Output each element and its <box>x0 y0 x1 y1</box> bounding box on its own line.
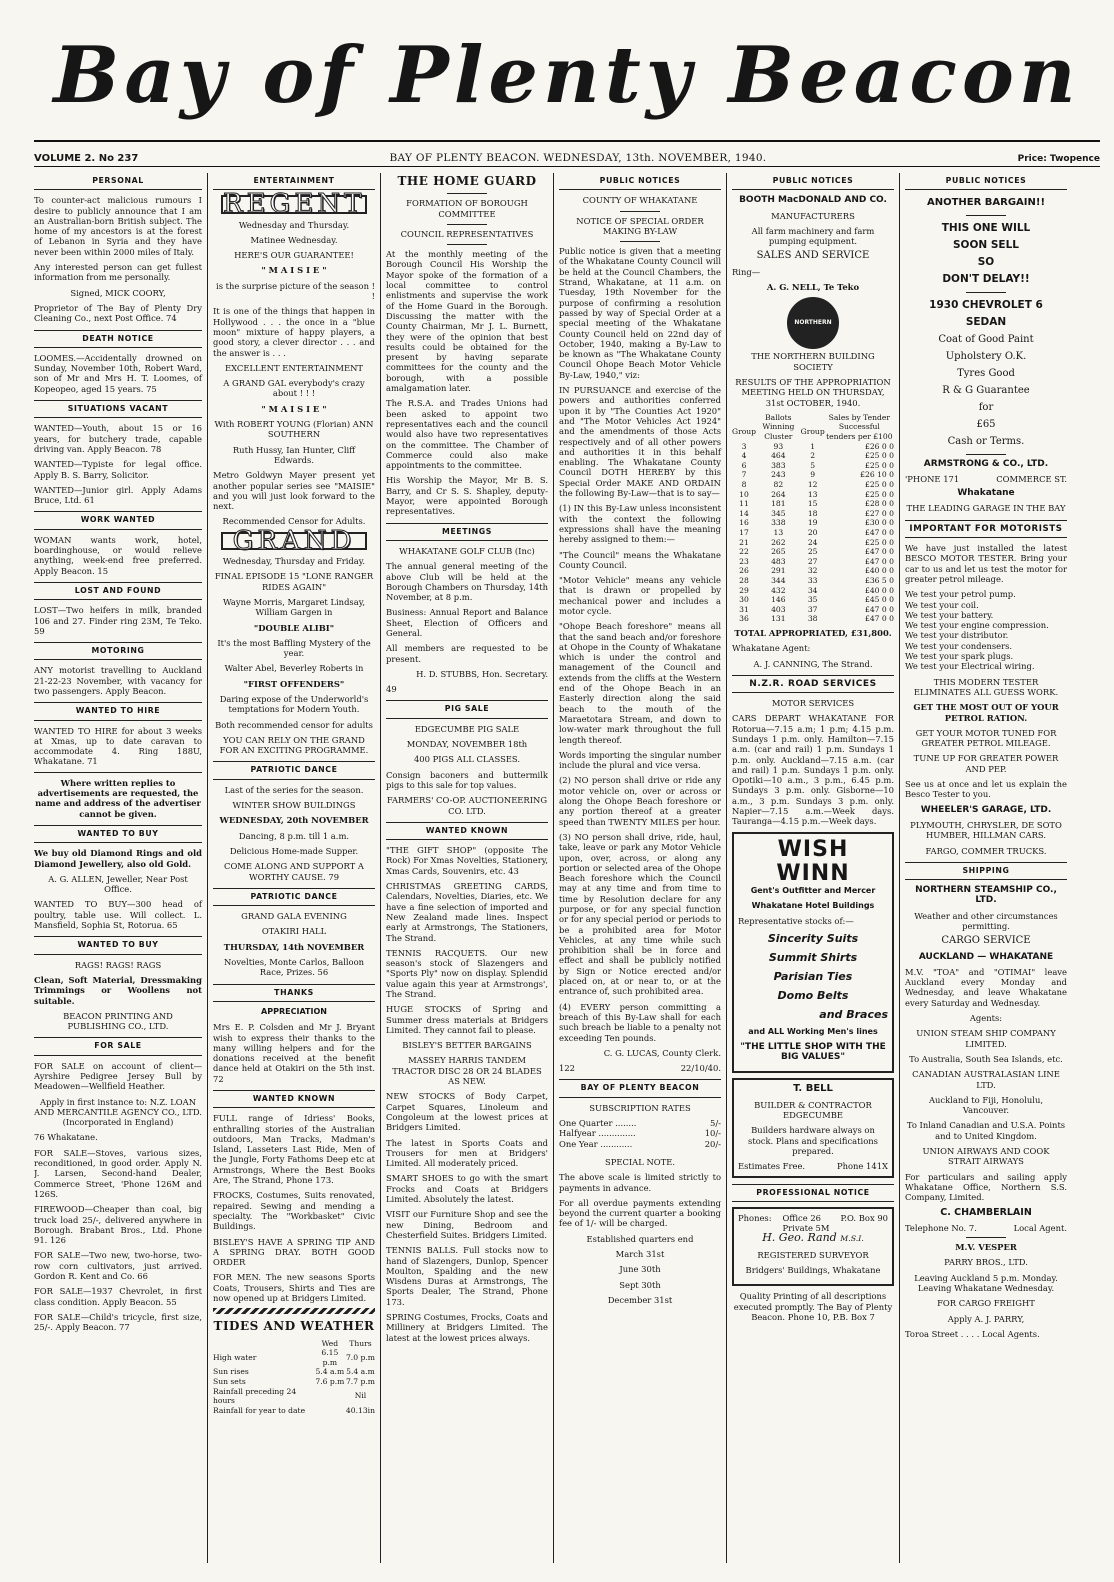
line: Representative stocks of:— <box>738 916 854 927</box>
list-item: We test your Electrical wiring. <box>905 661 1035 672</box>
list-item: We test your distributor. <box>905 630 1009 641</box>
line: March 31st <box>615 1249 665 1260</box>
test-list <box>905 589 1067 671</box>
paragraph: WANTED—Typiste for legal office. Apply B. S. Barry, Solicitor. <box>34 459 202 480</box>
line: WINTER SHOW BUILDINGS <box>232 800 356 811</box>
line: Gent's Outfitter and Mercer <box>750 885 876 895</box>
divider <box>620 241 660 242</box>
paragraph: FULL range of Idriess' Books, enthralling stories of the Australian outdoors, Man Tracks, Madman's Island, Lasseters Last Ride, Men of the Jungle, Forty Fathoms Deep etc at Armstrongs, Where the Best Books Are, The Strand, Phone 173. <box>213 1113 375 1186</box>
line: Bridgers' Buildings, Whakatane <box>745 1265 881 1276</box>
film-title: "DOUBLE ALIBI" <box>253 622 335 633</box>
line: Sept 30th <box>619 1279 661 1290</box>
table-row: 26 291 32 £40 0 0 <box>739 566 894 576</box>
paragraph: WANTED TO HIRE for about 3 weeks at Xmas, up to date caravan to accommodate 4. Ring 188U, Whakatane. 71 <box>34 725 202 767</box>
line: Wayne Morris, Margaret Lindsay, William Gargen in <box>222 596 366 618</box>
line: Sincerity Suits <box>767 931 859 945</box>
paragraph: CHRISTMAS GREETING CARDS, Calendars, Novelties, Diaries, etc. We have a fine selection of imported and New Zealand made lines. Inspect early at Armstrongs, The Stationers, The Strand. <box>386 881 548 943</box>
line: SEDAN <box>965 315 1007 328</box>
line: HERE'S OUR GUARANTEE! <box>234 250 354 261</box>
section-heading: MOTORING <box>34 642 202 660</box>
line: FOR CARGO FREIGHT <box>937 1298 1035 1309</box>
paragraph: FOR SALE—1937 Chevrolet, in first class condition. Apply Beacon. 55 <box>34 1286 202 1307</box>
divider <box>966 454 1006 455</box>
paragraph: SPRING Costumes, Frocks, Coats and Millinery at Bridgers Limited. The latest at the lowest prices always. <box>386 1312 548 1343</box>
table-row: 11 181 15 £28 0 0 <box>739 499 894 509</box>
appropriation-table: Ballots Sales by Tender Group Winning Cluster Group Successful tenders per £100 3 93 1 £26 0 0 4 464 2 £25 0 0 6 383 5 £25 0 0 7 243 9 £26 10 0 8 82 12 £25 0 0 10 264 13 £25 0 0 11 181 15 £28 0 0 14 345 18 £27 0 0 16 338 19 £30 0 0 17 13 20 £47 0 0 21 262 24 £25 0 0 22 265 25 £47 0 0 23 483 27 £47 0 0 26 291 32 £40 0 0 28 344 33 £36 5 0 29 432 34 £40 0 0 30 146 35 £45 0 0 31 403 37 £47 0 0 36 131 38 £47 0 0 <box>732 412 894 624</box>
line: YOU CAN RELY ON THE GRAND FOR AN EXCITING PROGRAMME. <box>219 734 369 756</box>
line: SALES AND SERVICE <box>756 250 870 262</box>
line: Delicious Home-made Supper. <box>229 845 359 856</box>
tides-table <box>213 1339 375 1416</box>
ad-number: 122 <box>559 1063 575 1074</box>
paragraph: The R.S.A. and Trades Unions had been asked to appoint two representatives each and the council would also have two representatives on the committee. The Chamber of Commerce could also make appointments to the committee. <box>386 398 548 471</box>
paragraph: FIREWOOD—Cheaper than coal, big truck load 25/-, delivered anywhere in Borough. Brabant Bros., Ltd. Phone 91. 126 <box>34 1204 202 1246</box>
line: Weather and other circumstances permitting. <box>914 910 1058 931</box>
volume-number: VOLUME 2. No 237 <box>34 153 139 164</box>
columns <box>34 173 1100 1563</box>
line: Walter Abel, Beverley Roberts in <box>224 663 364 674</box>
line: Phones: Office 26 Private 5M P.O. Box 90 <box>738 1212 888 1234</box>
paragraph: WOMAN wants work, hotel, boardinghouse, or would relieve anything, week-end free preferred. Apply Beacon. 15 <box>34 534 202 576</box>
article-headline: THE HOME GUARD <box>397 174 537 188</box>
line: and Braces <box>819 1007 888 1021</box>
section-heading: THANKS <box>213 984 375 1002</box>
line: Ring— <box>732 266 761 277</box>
paragraph: Mrs E. P. Colsden and Mr J. Bryant wish to express their thanks to the many willing helpers and for the donations received at the benefit dance held at Otakiri on the 5th inst. 72 <box>213 1022 375 1084</box>
paragraph: WANTED—Junior girl. Apply Adams Bruce, Ltd. 61 <box>34 484 202 506</box>
line: 'PHONE 171 COMMERCE ST. <box>905 473 1067 484</box>
section-heading: PROFESSIONAL NOTICE <box>732 1184 894 1202</box>
line: Established quarters end <box>586 1233 694 1244</box>
line: THE LEADING GARAGE IN THE BAY <box>906 503 1066 514</box>
rate-row: Halfyear .............. 10/- <box>559 1128 721 1139</box>
subheading: FORMATION OF BOROUGH COMMITTEE <box>406 198 528 219</box>
line: Builders hardware always on stock. Plans and specifications prepared. <box>748 1125 878 1156</box>
signature: C. G. LUCAS, County Clerk. <box>603 1047 721 1058</box>
paragraph: M.V. "TOA" and "OTIMAI" leave Auckland every Monday and Wednesday, and leave Whakatane every Saturday and Wednesday. <box>905 966 1067 1008</box>
section-heading: WANTED TO BUY <box>34 825 202 843</box>
surveyor-ad <box>732 1207 894 1286</box>
column-entertainment <box>207 173 380 1563</box>
rate-row: One Quarter ........ 5/- <box>559 1118 721 1129</box>
paragraph: Where written replies to advertisements are requested, the name and address of the advertiser cannot be given. <box>35 777 201 819</box>
section-heading: N.Z.R. ROAD SERVICES <box>732 675 894 693</box>
paragraph: FOR SALE—Two new, two-horse, two-row corn cultivators, just arrived. Gordon R. Kent and Co. 66 <box>34 1250 202 1282</box>
list-item: We test your coil. <box>905 599 979 610</box>
section-heading: WANTED KNOWN <box>386 822 548 840</box>
paragraph: Clean, Soft Material, Dressmaking Trimmings or Woollens not suitable. <box>34 974 202 1006</box>
table-row: 29 432 34 £40 0 0 <box>739 585 894 595</box>
paragraph: "THE GIFT SHOP" (opposite The Rock) For Xmas Novelties, Stationery, Xmas Cards, Souvenirs, etc. 43 <box>386 845 548 876</box>
table-row: 22 265 25 £47 0 0 <box>739 547 894 557</box>
masthead <box>34 8 1100 138</box>
paragraph: LOST—Two heifers in milk, branded 106 and 27. Finder ring 23M, Te Teko. 59 <box>34 605 202 636</box>
line: Agents: <box>969 1013 1003 1024</box>
line: PARRY BROS., LTD. <box>944 1257 1028 1268</box>
signature: Signed, MICK COORY, <box>70 287 166 298</box>
paragraph: ANY motorist travelling to Auckland 21-22-23 November, with vacancy for two passengers. Apply Beacon. <box>34 665 202 696</box>
advertiser-name: WISH WINN <box>776 836 850 886</box>
line: Parisian Ties <box>773 969 853 983</box>
line: WEDNESDAY, 20th NOVEMBER <box>219 815 369 826</box>
section-heading: FOR SALE <box>34 1037 202 1055</box>
table-row: 4 464 2 £25 0 0 <box>741 451 894 461</box>
paragraph: FOR SALE—Child's tricycle, first size, 25/-. Apply Beacon. 77 <box>34 1311 202 1333</box>
line: FINAL EPISODE 15 "LONE RANGER RIDES AGAIN" <box>214 571 374 592</box>
advertiser-name: WHEELER'S GARAGE, LTD. <box>920 804 1052 815</box>
section-heading: MEETINGS <box>386 523 548 541</box>
section-heading: PIG SALE <box>386 700 548 718</box>
paragraph: NEW STOCKS of Body Carpet, Carpet Squares, Linoleum and Congoleum at the lowest prices at Bridgers Limited. <box>386 1091 548 1133</box>
line: Novelties, Monte Carlos, Balloon Race, Prizes. 56 <box>223 957 365 978</box>
line: UNION AIRWAYS AND COOK STRAIT AIRWAYS <box>922 1146 1050 1167</box>
subheading: MOTOR SERVICES <box>771 698 855 709</box>
paragraph: LOOMES.—Accidentally drowned on Sunday, November 10th, Robert Ward, son of Mr and Mrs H. T. Loomes, of Kopeopeo, aged 15 years. 75 <box>34 352 202 394</box>
paragraph: SMART SHOES to go with the smart Frocks and Coats at Bridgers Limited. Absolutely the latest. <box>386 1173 548 1205</box>
paragraph: Apply in first instance to: N.Z. LOAN AND MERCANTILE AGENCY CO., LTD. (Incorporated in England) <box>34 1096 202 1128</box>
subheading: RAGS! RAGS! RAGS <box>74 959 162 970</box>
table-row: 23 483 27 £47 0 0 <box>739 556 894 566</box>
line: MASSEY HARRIS TANDEM TRACTOR DISC 28 OR 24 BLADES AS NEW. <box>392 1055 542 1087</box>
section-heading: WANTED KNOWN <box>213 1090 375 1108</box>
list-item: We test your engine compression. <box>905 620 1049 631</box>
line: To Australia, South Sea Islands, etc. <box>909 1053 1063 1064</box>
table-row: 3 93 1 £26 0 0 <box>741 441 894 451</box>
section-heading: SHIPPING <box>905 862 1067 880</box>
paragraph: See us at once and let us explain the Besco Tester to you. <box>905 779 1067 800</box>
theatre-title: REGENT <box>223 189 366 220</box>
subheading: WHAKATANE GOLF CLUB (Inc) <box>399 545 535 556</box>
line: FARMERS' CO-OP. AUCTIONEERING CO. LTD. <box>386 795 548 816</box>
line: GET YOUR MOTOR TUNED FOR GREATER PETROL MILEAGE. <box>915 727 1057 749</box>
line: Toroa Street . . . . Local Agents. <box>905 1328 1040 1339</box>
line: SOON SELL <box>953 238 1019 251</box>
paragraph: FOR SALE on account of client—Ayrshire Pedigree Jersey Bull by Meadowen—Wellfield Heather. <box>34 1060 202 1092</box>
column-motoring-shipping <box>899 173 1072 1563</box>
line: Summit Shirts <box>768 950 858 964</box>
divider <box>620 211 660 212</box>
notice-date: 22/10/40. <box>680 1063 721 1074</box>
line: It's the most Baffling Mystery of the year. <box>217 637 371 659</box>
paragraph: We buy old Diamond Rings and old Diamond Jewellery, also old Gold. <box>34 848 202 869</box>
line: EXCELLENT ENTERTAINMENT <box>225 362 363 373</box>
line: for <box>978 401 994 413</box>
line: Apply A. J. PARRY, <box>947 1313 1025 1324</box>
subheading: COUNCIL REPRESENTATIVES <box>400 228 534 239</box>
advertiser-name: ARMSTRONG & CO., LTD. <box>923 458 1049 469</box>
paragraph: Words importing the singular number include the plural and vice versa. <box>559 749 721 771</box>
divider <box>447 193 487 194</box>
subheading: BISLEY'S BETTER BARGAINS <box>402 1040 532 1051</box>
line: BUILDER & CONTRACTOR EDGECUMBE <box>754 1099 872 1121</box>
line: Cash or Terms. <box>947 435 1025 447</box>
advertiser-name: T. BELL <box>793 1083 833 1095</box>
divider <box>966 215 1006 216</box>
paragraph: To counter-act malicious rumours I desire to publicly announce that I am an Australian-born British subject. The home of my ancestors is at the forest of Lebanon in Syria and they have never been within 2000 miles of Italy. <box>34 195 202 257</box>
line: Auckland to Fiji, Honolulu, Vancouver. <box>928 1094 1044 1116</box>
paragraph: "Ohope Beach foreshore" means all that the sand beach and/or foreshore at Ohope in the County of Whakatane which is under the control and management of the Council and extends from the cliffs at the Western end of the Ohope Beach in an Easterly direction along the said beach to the mouth of the Maraetotara Stream, and down to low-water mark throughout the full length thereof. <box>559 621 721 745</box>
section-heading: TIDES AND WEATHER <box>213 1319 375 1334</box>
line: Whakatane Agent: <box>732 643 811 654</box>
paragraph: (4) EVERY person committing a breach of this By-Law shall for each such breach be liable to a penalty not exceeding Ten pounds. <box>559 1001 721 1043</box>
table-row: 36 131 38 £47 0 0 <box>739 614 894 624</box>
paragraph: Quality Printing of all descriptions executed promptly. The Bay of Plenty Beacon. Phone 10, P.B. Box 7 <box>733 1291 893 1322</box>
advertiser-name: BOOTH MacDONALD AND CO. <box>739 195 887 206</box>
wish-winn-ad <box>732 832 894 1074</box>
line: is the surprise picture of the season ! ! <box>216 280 375 302</box>
t-bell-ad <box>732 1078 894 1177</box>
subheading: EDGECUMBE PIG SALE <box>414 723 520 734</box>
line: PLYMOUTH, CHRYSLER, DE SOTO HUMBER, HILLMAN CARS. <box>910 819 1062 841</box>
line: Upholstery O.K. <box>945 350 1027 362</box>
subheading: SUBSCRIPTION RATES <box>589 1102 691 1113</box>
section-heading: BAY OF PLENTY BEACON <box>559 1079 721 1097</box>
divider <box>34 772 202 773</box>
line: Ruth Hussy, Ian Hunter, Cliff Edwards. <box>232 444 356 465</box>
dateline-rule <box>34 166 1100 167</box>
section-heading: PERSONAL <box>34 173 202 190</box>
paragraph: The latest in Sports Coats and Trousers for men at Bridgers' Limited. All moderately priced. <box>386 1137 548 1169</box>
surveyor-name: H. Geo. Rand M.S.I. <box>762 1231 864 1245</box>
table-row: 31 403 37 £47 0 0 <box>739 604 894 614</box>
advertiser-name: NORTHERN STEAMSHIP CO., LTD. <box>915 885 1057 906</box>
paragraph: "The Council" means the Whakatane County Council. <box>559 549 721 570</box>
column-notices-ads <box>726 173 899 1563</box>
section-heading: IMPORTANT FOR MOTORISTS <box>905 520 1067 538</box>
section-heading: WANTED TO BUY <box>34 936 202 954</box>
line: MANUFACTURERS <box>771 210 855 221</box>
line: Matinee Wednesday. <box>250 234 338 245</box>
paragraph: At the monthly meeting of the Borough Council His Worship the Mayor spoke of the formation of a local committee to control enlistments and supervise the work of the Home Guard in the Borough. Discussing the matter with the County Chairman, Mr J. L. Burnett, they were of the opinion that best results could be obtained for the present by having separate committees for the county and the borough, with a possible amalgamation later. <box>386 249 548 394</box>
section-heading: WORK WANTED <box>34 511 202 529</box>
paragraph: FOR MEN. The new seasons Sports Coats, Trousers, Shirts and Ties are now opened up at Bridgers Limited. <box>213 1272 375 1304</box>
divider <box>447 224 487 225</box>
issue-date: BAY OF PLENTY BEACON. WEDNESDAY, 13th. NOVEMBER, 1940. <box>389 152 767 164</box>
paragraph: For particulars and sailing apply Whakatane Office, Northern S.S. Company, Limited. <box>905 1171 1067 1203</box>
signature: A. G. ALLEN, Jeweller, Near Post Office. <box>48 873 188 895</box>
table-row: Rainfall preceding 24 hours Nil <box>213 1386 367 1406</box>
line: A. G. NELL, Te Teko <box>766 282 860 293</box>
table-row: 7 243 9 £26 10 0 <box>741 470 894 480</box>
line: THURSDAY, 14th NOVEMBER <box>223 941 365 952</box>
theatre-title: GRAND <box>221 532 367 550</box>
table-row: Rainfall for year to date 40.13in <box>213 1405 375 1415</box>
line: December 31st <box>607 1294 673 1305</box>
table-row: Sun sets 7.6 p.m 7.7 p.m <box>213 1377 375 1387</box>
table-row: Sun rises 5.4 a.m 5.4 a.m <box>213 1367 375 1377</box>
line: A. J. CANNING, The Strand. <box>753 658 873 669</box>
divider <box>966 292 1006 293</box>
column-classifieds <box>34 173 207 1563</box>
paragraph: (3) NO person shall drive, ride, haul, take, leave or park any Motor Vehicle upon, over, across, or along any portion or selected area of the Ohope Beach foreshore which the Council may at any time and from time to time by Resolution declare for any purpose, or for any special function or for any special period or periods to be a prohibited area for Motor Vehicles, at any time while such prohibition shall be in force and effect and shall be publicly notified by Sign or Notice erected and/or placed on, at or near to, or at the entrance of, such prohibited area. <box>559 831 721 997</box>
table-row: 21 262 24 £25 0 0 <box>739 537 894 547</box>
section-heading: PUBLIC NOTICES <box>732 173 894 190</box>
paragraph: "Motor Vehicle" means any vehicle that is drawn or propelled by mechanical power and includes a motor cycle. <box>559 575 721 616</box>
masthead-title: Bay of Plenty Beacon <box>53 30 1081 121</box>
line: CANADIAN AUSTRALASIAN LINE LTD. <box>912 1069 1060 1090</box>
table-row: 6 383 5 £25 0 0 <box>741 460 894 470</box>
notice-footer <box>559 1063 721 1073</box>
section-heading: PATRIOTIC DANCE <box>213 761 375 779</box>
line: Both recommended censor for adults <box>215 719 373 730</box>
section-heading: ENTERTAINMENT <box>213 173 375 190</box>
line: UNION STEAM SHIP COMPANY LIMITED. <box>916 1028 1056 1049</box>
line: All farm machinery and farm pumping equipment. <box>751 225 875 247</box>
paragraph: The above scale is limited strictly to payments in advance. <box>559 1172 721 1193</box>
dateline <box>34 142 1100 164</box>
paragraph: CARS DEPART WHAKATANE FOR Rotorua—7.15 a.m; 1 p.m; 4.15 p.m. Sundays 1 p.m. only. Hamilton—7.15 a.m. (car and rail) 1 p.m. Sundays 1 p.m. only. Auckland—7.15 a.m. (car and rail) 1 p.m. Sundays 1 p.m. only. Opotiki—10 a.m., 3 p.m., 6.45 p.m. Sundays 3 p.m. only. Gisborne—10 a.m., 3 p.m. Sundays 3 p.m. only. Napier—7.15 a.m.—Week days. Tauranga—4.15 p.m.—Week days. <box>732 713 894 827</box>
table-row: 8 82 12 £25 0 0 <box>741 480 894 490</box>
list-item: We test your spark plugs. <box>905 651 1014 662</box>
line: £65 <box>976 418 996 430</box>
table-row: 28 344 33 £36 5 0 <box>739 575 894 585</box>
line: COME ALONG AND SUPPORT A WORTHY CAUSE. 79 <box>224 861 364 882</box>
line: Wednesday and Thursday. <box>238 219 350 230</box>
line: and ALL Working Men's lines <box>748 1026 878 1036</box>
paragraph: The annual general meeting of the above Club will be held at the Borough Chambers on Thursday, 14th November, at 8 p.m. <box>386 561 548 603</box>
line: Recommended Censor for Adults. <box>222 516 366 527</box>
paragraph: (1) IN this By-Law unless inconsistent with the context the following expressions shall have the meaning hereby assigned to them:— <box>559 503 721 545</box>
column-public-notices <box>553 173 726 1563</box>
list-item: We test your petrol pump. <box>905 589 1016 600</box>
rate-row: One Year ............ 20/- <box>559 1138 721 1149</box>
line: With ROBERT YOUNG (Florian) ANN SOUTHERN <box>214 419 374 440</box>
paragraph: Any interested person can get fullest information from me personally. <box>34 262 202 283</box>
film-title: "FIRST OFFENDERS" <box>243 678 345 689</box>
paragraph: FOR SALE—Stoves, various sizes, reconditioned, in good order. Apply N. J. Larsen, Second-hand Dealer, Commerce Street, 'Phone 126M and 126S. <box>34 1147 202 1199</box>
paragraph: All members are requested to be present. <box>386 643 548 664</box>
line: Whakatane Hotel Buildings <box>751 900 875 910</box>
paragraph: TENNIS BALLS. Full stocks now to hand of Slazengers, Dunlop, Spencer Moulton, Spalding and the new Wisdens Duras at Armstrongs, The Sports Dealer, The Strand, Phone 173. <box>386 1245 548 1307</box>
subheading: NOTICE OF SPECIAL ORDER MAKING BY-LAW <box>576 215 704 236</box>
line: Estimates Free. Phone 141X <box>738 1161 888 1172</box>
advertiser-name: C. CHAMBERLAIN <box>940 1206 1032 1218</box>
subheading: APPRECIATION <box>261 1006 327 1016</box>
paragraph: We have just installed the latest BESCO MOTOR TESTER. Bring your car to us and let us test the motor for greater petrol mileage. <box>905 543 1067 584</box>
film-title: " M A I S I E " <box>261 403 327 414</box>
line: AUCKLAND — WHAKATANE <box>918 951 1054 962</box>
line: Dancing, 8 p.m. till 1 a.m. <box>238 830 350 841</box>
decorative-border <box>213 1308 375 1314</box>
line: 400 PIGS ALL CLASSES. <box>413 754 521 765</box>
line: MONDAY, NOVEMBER 18th <box>406 739 528 750</box>
line: 1930 CHEVROLET 6 <box>929 298 1043 311</box>
line: OTAKIRI HALL <box>261 926 327 937</box>
list-item: We test your battery. <box>905 609 994 620</box>
paragraph: Consign baconers and buttermilk pigs to this sale for top values. <box>386 769 548 790</box>
paragraph: Public notice is given that a meeting of the Whakatane County Council will be held at the Council Chambers, the Strand, Whakatane, at 11 a.m. on Tuesday, 19th November for the purpose of confirming a resolution passed by way of Special Order at a special meeting of the Whakatane County Council held on 22nd day of October, 1940, making a By-Law to be known as "The Whakatane County Council Ohope Beach Motor Vehicle By-Law, 1940," viz: <box>559 246 721 380</box>
signature: H. D. STUBBS, Hon. Secretary. <box>416 668 548 679</box>
paragraph: BISLEY'S HAVE A SPRING TIP AND A SPRING DRAY. BOTH GOOD ORDER <box>213 1236 375 1268</box>
line: Telephone No. 7. Local Agent. <box>905 1222 1067 1233</box>
line: Wednesday, Thursday and Friday. <box>222 556 366 567</box>
table-row: 14 345 18 £27 0 0 <box>739 508 894 518</box>
line: Daring expose of the Underworld's temptations for Modern Youth. <box>219 693 369 715</box>
section-heading: PUBLIC NOTICES <box>559 173 721 190</box>
line: A GRAND GAL everybody's crazy about ! ! ! <box>223 378 365 399</box>
section-heading: WANTED TO HIRE <box>34 702 202 720</box>
paragraph: 76 Whakatane. <box>34 1132 98 1143</box>
line: REGISTERED SURVEYOR <box>757 1249 869 1260</box>
line: GET THE MOST OUT OF YOUR PETROL RATION. <box>913 702 1059 723</box>
line: THIS MODERN TESTER ELIMINATES ALL GUESS WORK. <box>913 676 1059 697</box>
section-heading: LOST AND FOUND <box>34 582 202 600</box>
paragraph: Metro Goldwyn Mayer present yet another popular series see "MAISIE" and you will just look forward to the next. <box>213 470 375 512</box>
line: To Inland Canadian and U.S.A. Points and to United Kingdom. <box>906 1120 1066 1141</box>
ad-number: 49 <box>386 684 397 695</box>
line: FARGO, COMMER TRUCKS. <box>925 845 1047 856</box>
line: Leaving Auckland 5 p.m. Monday. Leaving Whakatane Wednesday. <box>914 1272 1058 1293</box>
section-heading: SITUATIONS VACANT <box>34 400 202 418</box>
subheading: COUNTY OF WHAKATANE <box>582 195 698 206</box>
line: TUNE UP FOR GREATER POWER AND PEP. <box>913 753 1059 774</box>
line: Last of the series for the season. <box>224 784 364 795</box>
line: DON'T DELAY!! <box>942 272 1030 285</box>
column-home-guard <box>380 173 553 1563</box>
list-item: We test your condensers. <box>905 640 1013 651</box>
table-row: 10 264 13 £25 0 0 <box>739 489 894 499</box>
line: TOTAL APPROPRIATED, £31,800. <box>734 627 892 638</box>
paragraph: WANTED—Youth, about 15 or 16 years, for butchery trade, capable driving van. Apply Beacon. 78 <box>34 423 202 454</box>
paragraph: IN PURSUANCE and exercise of the powers and authorities conferred upon it by "The Counties Act 1920" and "The Motor Vehicles Act 1924" and the amendments of those Acts respectively and of all other powers and authorities it in this behalf enabling. The Whakatane County Council DOTH HEREBY by this Special Order MAKE AND ORDAIN the following By-Law—that is to say— <box>559 385 721 499</box>
table-row: High water 6.15 p.m 7.0 p.m <box>213 1348 375 1367</box>
line: GRAND GALA EVENING <box>241 911 347 922</box>
line: R & G Guarantee <box>942 384 1030 396</box>
line: SO <box>977 255 995 268</box>
line: CARGO SERVICE <box>941 935 1031 947</box>
paragraph: Business: Annual Report and Balance Sheet, Election of Officers and General. <box>386 607 548 638</box>
ad-headline: ANOTHER BARGAIN!! <box>926 197 1046 209</box>
paragraph: For all overdue payments extending beyond the current quarter a booking fee of 1/- will be charged. <box>559 1197 721 1229</box>
table-row: 30 146 35 £45 0 0 <box>739 595 894 605</box>
tides-header: Thurs <box>349 1338 372 1348</box>
paragraph: FROCKS, Costumes, Suits renovated, repaired. Sewing and mending a specialty. The "Workbasket" Civic Buildings. <box>213 1190 375 1232</box>
line: "THE LITTLE SHOP WITH THE BIG VALUES" <box>740 1041 886 1063</box>
northern-society-logo-icon: NORTHERN <box>787 297 839 349</box>
line: Tyres Good <box>957 367 1015 379</box>
signature: BEACON PRINTING AND PUBLISHING CO., LTD. <box>63 1010 173 1032</box>
paragraph: HUGE STOCKS of Spring and Summer dress materials at Bridgers Limited. They cannot fail to please. <box>386 1004 548 1035</box>
tides-header: Wed <box>321 1338 339 1348</box>
subheading: SPECIAL NOTE. <box>604 1156 676 1167</box>
table-row: 16 338 19 £30 0 0 <box>739 518 894 528</box>
line: RESULTS OF THE APPROPRIATION MEETING HELD ON THURSDAY, 31st OCTOBER, 1940. <box>735 376 891 408</box>
paragraph: VISIT our Furniture Shop and see the new Dining, Bedroom and Chesterfield Suites. Bridgers Limited. <box>386 1209 548 1240</box>
table-row: 17 13 20 £47 0 0 <box>739 527 894 537</box>
subheading: THE NORTHERN BUILDING SOCIETY <box>751 351 875 372</box>
line: THIS ONE WILL <box>941 221 1031 234</box>
paragraph: WANTED TO BUY—300 head of poultry, table use. Will collect. L. Mansfield, Sophia St, Rotorua. 65 <box>34 899 202 931</box>
section-heading: DEATH NOTICE <box>34 330 202 348</box>
line: Coat of Good Paint <box>938 333 1034 345</box>
price: Price: Twopence <box>1017 154 1100 164</box>
line: Domo Belts <box>777 988 849 1002</box>
paragraph: TENNIS RACQUETS. Our new season's stock of Slazengers and "Sports Ply" now on display. Splendid value again this year at Armstrongs', The Strand. <box>386 947 548 999</box>
paragraph: Proprietor of The Bay of Plenty Dry Cleaning Co., next Post Office. 74 <box>34 302 202 324</box>
divider <box>966 1237 1006 1238</box>
paragraph: (2) NO person shall drive or ride any motor vehicle on, over or across or along the Ohope Beach foreshore or any portion thereof at a greater speed than TWENTY MILES per hour. <box>559 775 721 827</box>
line: June 30th <box>619 1264 661 1275</box>
paragraph: It is one of the things that happen in Hollywood . . . the once in a "blue moon" mixture of happy players, a good story, a clever director . . . and the answer is . . . <box>213 306 375 358</box>
line: Whakatane <box>957 488 1015 499</box>
section-heading: PATRIOTIC DANCE <box>213 888 375 906</box>
film-title: " M A I S I E " <box>261 265 327 276</box>
section-heading: PUBLIC NOTICES <box>905 173 1067 190</box>
paragraph: His Worship the Mayor, Mr B. S. Barry, and Cr S. S. Shapley, deputy-Mayor, were appointed Borough representatives. <box>386 475 548 517</box>
line: M.V. VESPER <box>955 1242 1017 1253</box>
divider <box>447 244 487 245</box>
